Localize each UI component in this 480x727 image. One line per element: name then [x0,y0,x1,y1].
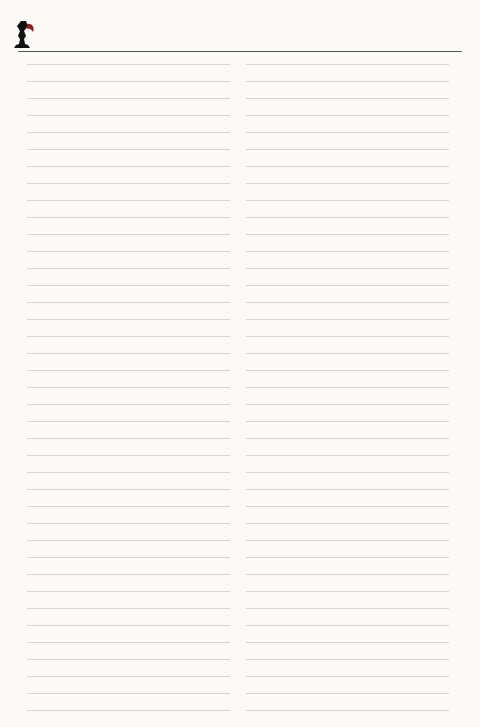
illegible-text-line [27,523,230,537]
illegible-text-line [246,421,449,435]
illegible-text-line [27,472,230,486]
illegible-text-line [246,370,449,384]
illegible-text-line [27,455,230,469]
header-pinyin [372,42,462,51]
illegible-text-line [246,234,449,248]
illegible-text-line [27,302,230,316]
illegible-text-line [27,217,230,231]
illegible-text-line [246,217,449,231]
illegible-text-line [27,608,230,622]
illegible-text-line [27,659,230,673]
illegible-text-line [246,642,449,656]
illegible-text-line [246,319,449,333]
illegible-text-line [246,404,449,418]
illegible-text-line [246,540,449,554]
illegible-text-line [246,115,449,129]
illegible-text-line [27,132,230,146]
illegible-text-line [27,676,230,690]
illegible-text-line [27,370,230,384]
illegible-text-line [27,353,230,367]
illegible-text-line [246,387,449,401]
illegible-text-line [246,81,449,95]
illegible-text-line [27,710,230,724]
illegible-text-line [246,183,449,197]
illegible-text-line [246,523,449,537]
illegible-text-line [246,353,449,367]
illegible-text-line [246,438,449,452]
illegible-text-line [246,285,449,299]
illegible-text-line [27,64,230,78]
illegible-text-line [246,200,449,214]
illegible-text-line [246,489,449,503]
illegible-text-line [27,98,230,112]
illegible-text-line [246,336,449,350]
illegible-text-line [246,455,449,469]
illegible-text-line [246,608,449,622]
illegible-text-line [246,676,449,690]
illegible-text-line [27,506,230,520]
illegible-text-line [246,149,449,163]
illegible-text-line [246,132,449,146]
illegible-text-line [27,540,230,554]
illegible-text-line [27,251,230,265]
illegible-text-line [27,268,230,282]
illegible-text-line [27,183,230,197]
illegible-text-line [27,693,230,707]
chess-piece-logo-icon [10,20,36,50]
illegible-text-line [246,506,449,520]
illegible-text-line [246,710,449,724]
illegible-text-line [27,438,230,452]
yearbook-brand [10,20,111,50]
illegible-text-line [246,574,449,588]
illegible-text-line [27,81,230,95]
illegible-text-line [27,557,230,571]
illegible-text-line [27,591,230,605]
illegible-text-line [246,591,449,605]
illegible-text-line [27,319,230,333]
illegible-text-line [246,472,449,486]
illegible-text-line [246,268,449,282]
page-header [0,0,480,54]
illegible-text-line [27,149,230,163]
right-column [246,64,449,727]
brand-title [39,36,111,48]
illegible-text-line [27,200,230,214]
illegible-text-line [246,557,449,571]
illegible-text-line [246,64,449,78]
illegible-text-line [246,302,449,316]
illegible-text-line [27,336,230,350]
header-rule [18,51,462,52]
illegible-text-line [27,166,230,180]
illegible-text-line [246,166,449,180]
illegible-text-line [246,98,449,112]
illegible-text-line [27,489,230,503]
illegible-text-line [27,642,230,656]
illegible-text-line [27,115,230,129]
illegible-text-line [27,574,230,588]
illegible-text-line [27,404,230,418]
page-number [30,624,70,634]
illegible-text-line [246,659,449,673]
illegible-text-line [246,251,449,265]
illegible-text-line [27,421,230,435]
illegible-text-line [246,693,449,707]
illegible-text-line [27,387,230,401]
illegible-text-line [27,234,230,248]
illegible-text-line [246,625,449,639]
illegible-text-line [27,285,230,299]
